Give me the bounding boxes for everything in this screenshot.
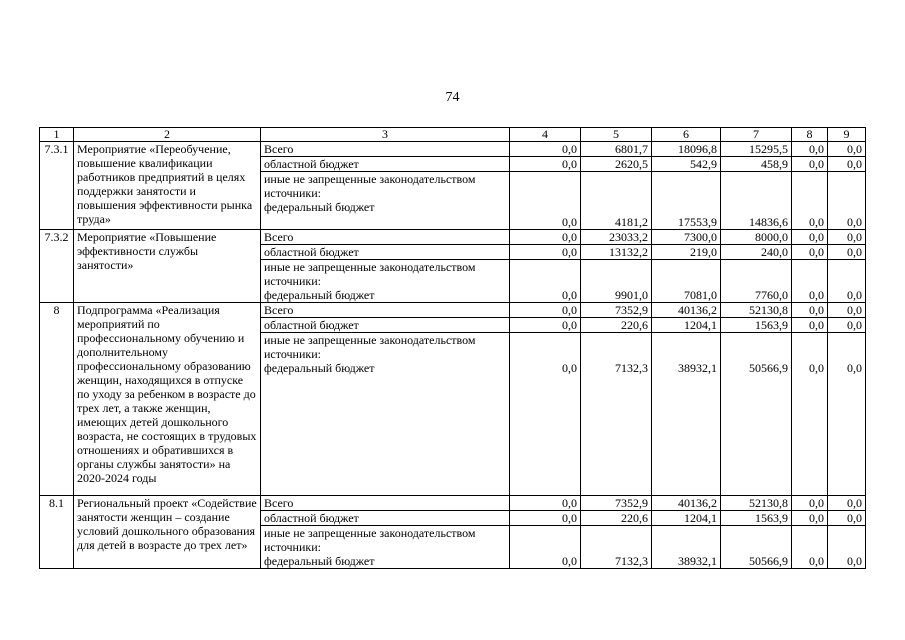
value-cell: 7300,0 bbox=[652, 230, 721, 245]
value-cell: 0,0 bbox=[510, 526, 581, 569]
value-cell: 0,0 bbox=[828, 333, 866, 496]
value-cell: 7132,3 bbox=[581, 526, 652, 569]
value-cell: 2620,5 bbox=[581, 157, 652, 172]
value-cell: 0,0 bbox=[510, 511, 581, 526]
column-header: 4 bbox=[510, 128, 581, 142]
value-cell: 0,0 bbox=[792, 260, 828, 303]
value-cell: 7132,3 bbox=[581, 333, 652, 496]
column-header: 1 bbox=[40, 128, 74, 142]
column-header: 2 bbox=[74, 128, 261, 142]
table-row-total bbox=[40, 142, 866, 157]
value-cell: 220,6 bbox=[581, 511, 652, 526]
row-name: Региональный проект «Содействие занятости женщин – создание условий дошкольного образования для детей в возрасте до трех лет» bbox=[74, 496, 261, 569]
value-cell: 40136,2 bbox=[652, 303, 721, 318]
source-label: областной бюджет bbox=[261, 157, 510, 172]
value-cell: 0,0 bbox=[828, 511, 866, 526]
table-row-total bbox=[40, 496, 866, 511]
value-cell: 0,0 bbox=[792, 511, 828, 526]
value-cell: 0,0 bbox=[828, 303, 866, 318]
source-label: иные не запрещенные законодательством bbox=[264, 333, 476, 347]
value-cell: 0,0 bbox=[510, 142, 581, 157]
value-cell: 7081,0 bbox=[652, 260, 721, 303]
value-cell: 6801,7 bbox=[581, 142, 652, 157]
source-label: иные не запрещенные законодательством bbox=[264, 172, 476, 186]
value-cell: 17553,9 bbox=[652, 172, 721, 230]
row-number: 8.1 bbox=[40, 496, 74, 569]
source-label: Всего bbox=[261, 142, 510, 157]
source-label: федеральный бюджет bbox=[264, 288, 375, 302]
column-header: 9 bbox=[828, 128, 866, 142]
value-cell: 0,0 bbox=[510, 260, 581, 303]
source-label: Всего bbox=[261, 230, 510, 245]
row-number: 7.3.2 bbox=[40, 230, 74, 303]
value-cell: 15295,5 bbox=[721, 142, 792, 157]
row-name: Мероприятие «Повышение эффективности службы занятости» bbox=[74, 230, 261, 303]
value-cell: 0,0 bbox=[792, 172, 828, 230]
value-cell: 0,0 bbox=[510, 157, 581, 172]
value-cell: 0,0 bbox=[792, 526, 828, 569]
value-cell: 0,0 bbox=[828, 142, 866, 157]
source-label: иные не запрещенные законодательством bbox=[264, 526, 476, 540]
value-cell: 0,0 bbox=[828, 157, 866, 172]
table-row-total bbox=[40, 303, 866, 318]
value-cell: 0,0 bbox=[828, 496, 866, 511]
value-cell: 38932,1 bbox=[652, 333, 721, 496]
source-label: источники: bbox=[264, 540, 321, 554]
value-cell: 0,0 bbox=[510, 333, 581, 496]
value-cell: 0,0 bbox=[828, 260, 866, 303]
value-cell: 0,0 bbox=[792, 230, 828, 245]
value-cell: 1563,9 bbox=[721, 511, 792, 526]
value-cell: 7352,9 bbox=[581, 303, 652, 318]
value-cell: 0,0 bbox=[510, 230, 581, 245]
value-cell: 0,0 bbox=[828, 230, 866, 245]
value-cell: 0,0 bbox=[510, 245, 581, 260]
value-cell: 7352,9 bbox=[581, 496, 652, 511]
value-cell: 1204,1 bbox=[652, 511, 721, 526]
source-label-block bbox=[261, 260, 510, 303]
value-cell: 50566,9 bbox=[721, 526, 792, 569]
value-cell: 52130,8 bbox=[721, 496, 792, 511]
budget-table bbox=[39, 127, 866, 569]
source-label: областной бюджет bbox=[261, 511, 510, 526]
value-cell: 7760,0 bbox=[721, 260, 792, 303]
value-cell: 219,0 bbox=[652, 245, 721, 260]
source-label: источники: bbox=[264, 186, 321, 200]
row-name: Мероприятие «Переобучение, повышение квалификации работников предприятий в целях поддержки занятости и повышения эффективности рынка труда» bbox=[74, 142, 261, 230]
value-cell: 0,0 bbox=[792, 303, 828, 318]
value-cell: 50566,9 bbox=[721, 333, 792, 496]
source-label: областной бюджет bbox=[261, 318, 510, 333]
value-cell: 0,0 bbox=[828, 318, 866, 333]
column-header: 8 bbox=[792, 128, 828, 142]
source-label-block bbox=[261, 526, 510, 569]
source-label-block bbox=[261, 172, 510, 230]
value-cell: 4181,2 bbox=[581, 172, 652, 230]
value-cell: 0,0 bbox=[792, 142, 828, 157]
row-number: 7.3.1 bbox=[40, 142, 74, 230]
page-number: 74 bbox=[445, 90, 460, 105]
column-header: 6 bbox=[652, 128, 721, 142]
value-cell: 0,0 bbox=[792, 157, 828, 172]
value-cell: 1563,9 bbox=[721, 318, 792, 333]
value-cell: 0,0 bbox=[510, 172, 581, 230]
value-cell: 0,0 bbox=[828, 172, 866, 230]
source-label: федеральный бюджет bbox=[264, 554, 375, 568]
source-label: Всего bbox=[261, 496, 510, 511]
source-label: областной бюджет bbox=[261, 245, 510, 260]
row-name: Подпрограмма «Реализация мероприятий по профессиональному обучению и дополнительному профессиональному образованию женщин, находящихся в отпуске по уходу за ребенком в возрасте до трех лет, а также женщин, имеющих детей дошкольного возраста, не состоящих в трудовых отношениях и обратившихся в органы службы занятости» на 2020-2024 годы bbox=[74, 303, 261, 496]
header-row bbox=[40, 128, 866, 142]
value-cell: 23033,2 bbox=[581, 230, 652, 245]
value-cell: 240,0 bbox=[721, 245, 792, 260]
value-cell: 0,0 bbox=[510, 303, 581, 318]
value-cell: 0,0 bbox=[792, 245, 828, 260]
source-label-block bbox=[261, 333, 510, 496]
value-cell: 0,0 bbox=[792, 496, 828, 511]
table-row-total bbox=[40, 230, 866, 245]
column-header: 5 bbox=[581, 128, 652, 142]
value-cell: 0,0 bbox=[792, 333, 828, 496]
source-label: Всего bbox=[261, 303, 510, 318]
value-cell: 13132,2 bbox=[581, 245, 652, 260]
source-label: источники: bbox=[264, 274, 321, 288]
value-cell: 38932,1 bbox=[652, 526, 721, 569]
value-cell: 0,0 bbox=[510, 318, 581, 333]
value-cell: 1204,1 bbox=[652, 318, 721, 333]
row-number: 8 bbox=[40, 303, 74, 496]
column-header: 7 bbox=[721, 128, 792, 142]
source-label: источники: bbox=[264, 347, 321, 361]
source-label: федеральный бюджет bbox=[264, 361, 375, 375]
value-cell: 0,0 bbox=[828, 245, 866, 260]
value-cell: 52130,8 bbox=[721, 303, 792, 318]
value-cell: 220,6 bbox=[581, 318, 652, 333]
value-cell: 40136,2 bbox=[652, 496, 721, 511]
value-cell: 0,0 bbox=[510, 496, 581, 511]
value-cell: 542,9 bbox=[652, 157, 721, 172]
value-cell: 0,0 bbox=[828, 526, 866, 569]
value-cell: 18096,8 bbox=[652, 142, 721, 157]
value-cell: 14836,6 bbox=[721, 172, 792, 230]
column-header: 3 bbox=[261, 128, 510, 142]
value-cell: 8000,0 bbox=[721, 230, 792, 245]
value-cell: 9901,0 bbox=[581, 260, 652, 303]
source-label: иные не запрещенные законодательством bbox=[264, 260, 476, 274]
value-cell: 458,9 bbox=[721, 157, 792, 172]
source-label: федеральный бюджет bbox=[264, 200, 375, 214]
value-cell: 0,0 bbox=[792, 318, 828, 333]
